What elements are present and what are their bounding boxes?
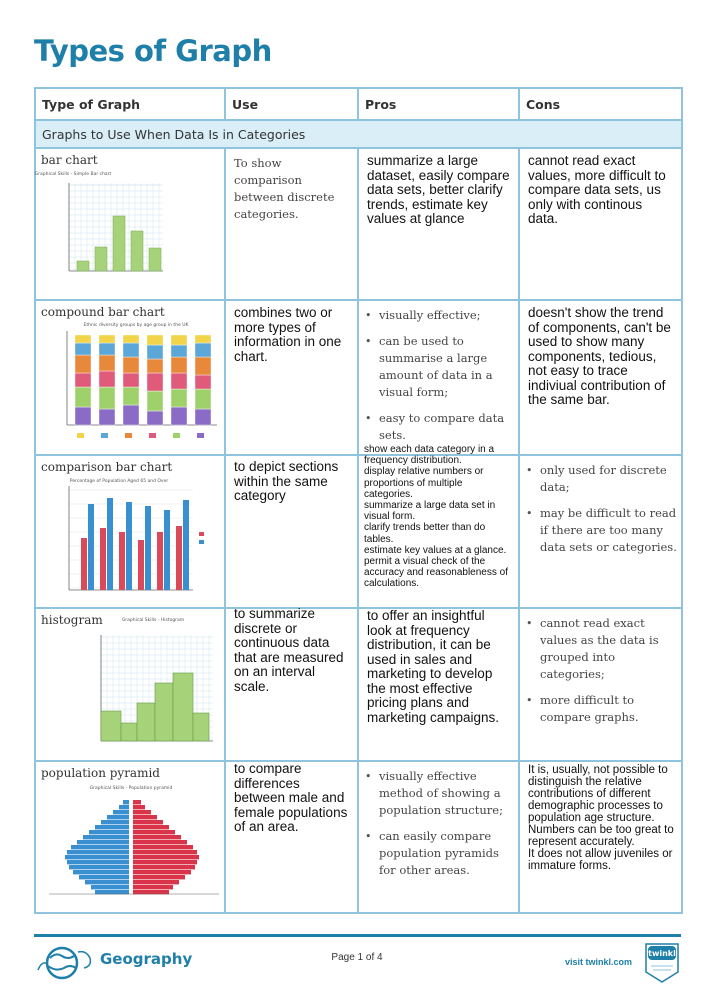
page-title: Types of Graph bbox=[34, 34, 272, 68]
list-item: • easy to compare data sets. bbox=[365, 410, 514, 444]
graph-name: comparison bar chart bbox=[41, 460, 173, 474]
cons-list bbox=[520, 462, 681, 556]
use-text: to summarize discrete or continuous data that are measured on an interval scale. bbox=[234, 606, 344, 694]
cons-list bbox=[520, 615, 681, 726]
graph-name: compound bar chart bbox=[41, 305, 165, 319]
thumb-caption: Ethnic diversity groups by age group in the UK bbox=[83, 323, 189, 328]
use-text: to depict sections within the same category bbox=[234, 459, 339, 503]
section-heading: Graphs to Use When Data Is in Categories bbox=[35, 120, 682, 148]
list-item: • visually effective; bbox=[365, 307, 514, 324]
bar-chart-thumbnail bbox=[34, 169, 191, 297]
table-row bbox=[35, 148, 682, 300]
header-use: Use bbox=[225, 88, 358, 120]
pros-list bbox=[359, 307, 518, 444]
list-item: • can easily compare population pyramids for other areas. bbox=[365, 828, 514, 879]
population-pyramid-thumbnail bbox=[41, 782, 221, 908]
list-item: • can be used to summarise a large amount of data in a visual form; bbox=[365, 333, 514, 401]
histogram-thumbnail bbox=[41, 618, 219, 757]
thumb-caption: Graphical Skills - Histogram bbox=[121, 618, 185, 623]
list-item: permit a visual check of the accuracy and reasonableness of calculations. bbox=[364, 556, 508, 590]
cons-text: cannot read exact values, more difficult to compare data sets, us only with continous data. bbox=[528, 153, 666, 226]
table-row bbox=[35, 761, 682, 913]
page-number: Page 1 of 4 bbox=[331, 952, 383, 963]
list-item: It does not allow juveniles or immature forms. bbox=[528, 848, 673, 872]
badge-text: twinkl bbox=[648, 949, 676, 958]
table-row bbox=[35, 300, 682, 455]
list-item: • only used for discrete data; bbox=[526, 462, 677, 496]
pros-list bbox=[359, 768, 518, 879]
use-text: combines two or more types of information in one chart. bbox=[234, 305, 342, 364]
cons-list bbox=[528, 764, 677, 872]
list-item: show each data category in a frequency distribution. bbox=[364, 444, 495, 467]
list-item: estimate key values at a glance. bbox=[364, 544, 507, 556]
list-item: • visually effective method of showing a population structure; bbox=[365, 768, 514, 819]
list-item: • cannot read exact values as the data is grouped into categories; bbox=[526, 615, 677, 683]
list-item: clarify trends better than do tables. bbox=[364, 522, 486, 545]
table-row bbox=[35, 608, 682, 761]
visit-link[interactable]: visit twinkl.com bbox=[565, 957, 633, 967]
cons-text: doesn't show the trend of components, can't be used to show many components, tedious, not easy to trace indiviual contribution of the same bar. bbox=[528, 305, 671, 407]
pros-list bbox=[364, 444, 514, 590]
header-type: Type of Graph bbox=[35, 88, 225, 120]
compound-bar-chart-thumbnail bbox=[41, 321, 219, 449]
graph-types-table bbox=[34, 87, 683, 914]
table-row bbox=[35, 455, 682, 608]
header-cons: Cons bbox=[519, 88, 682, 120]
thumb-caption: Percentage of Population Aged 65 and Over bbox=[69, 479, 169, 484]
pros-text: to offer an insightful look at frequency distribution, it can be used in sales and marketing to develop the most effective pricing plans and marketing campaigns. bbox=[367, 608, 500, 725]
list-item: • more difficult to compare graphs. bbox=[526, 692, 677, 726]
twinkl-badge-icon bbox=[642, 940, 682, 984]
thumb-caption: Graphical Skills - Simple Bar chart bbox=[34, 172, 112, 177]
list-item: display relative numbers or proportions of multiple categories. bbox=[364, 466, 484, 500]
graph-name: bar chart bbox=[41, 153, 98, 167]
use-text: to compare differences between male and female populations of an area. bbox=[234, 761, 348, 834]
list-item: summarize a large data set in visual form. bbox=[364, 500, 496, 523]
graph-name: histogram bbox=[41, 613, 103, 627]
thumb-caption: Graphical Skills - Population pyramid bbox=[89, 786, 173, 791]
list-item: It is, usually, not possible to distinguish the relative contributions of different demographic processes to population age structure. bbox=[528, 764, 668, 824]
list-item: Numbers can be too great to represent accurately. bbox=[528, 824, 674, 848]
graph-name: population pyramid bbox=[41, 766, 160, 780]
table-header-row bbox=[35, 88, 682, 120]
comparison-bar-chart-thumbnail bbox=[41, 476, 219, 602]
subject-logo: Geography bbox=[100, 950, 193, 968]
footer-divider bbox=[34, 934, 681, 937]
header-pros: Pros bbox=[358, 88, 519, 120]
pros-text: summarize a large dataset, easily compare data sets, better clarify trends, estimate key values at glance bbox=[367, 153, 510, 226]
list-item: • may be difficult to read if there are too many data sets or categories. bbox=[526, 505, 677, 556]
use-text: To show comparison between discrete categories. bbox=[234, 156, 335, 221]
